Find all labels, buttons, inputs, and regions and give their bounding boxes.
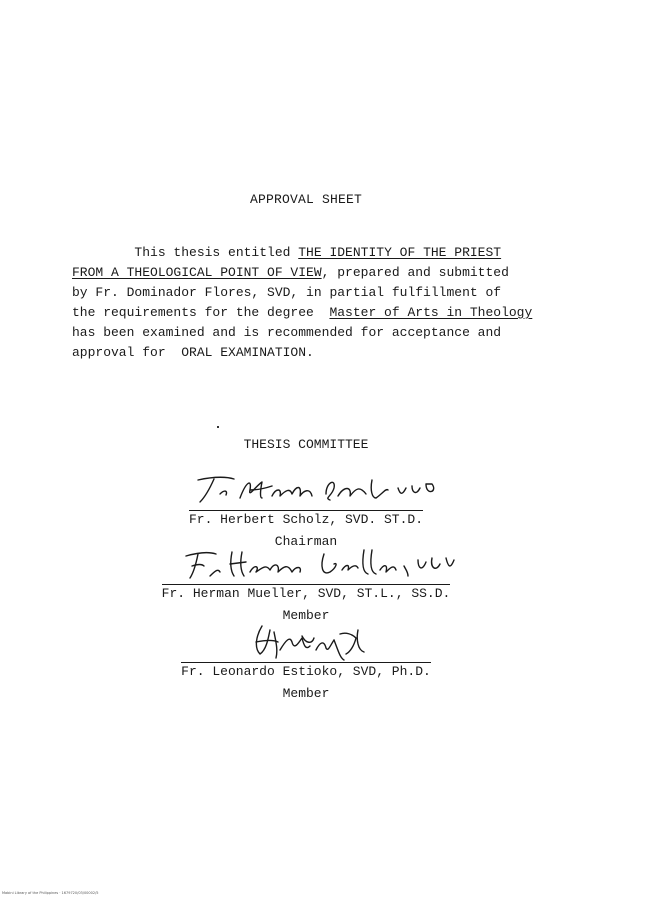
paragraph-line-3: by Fr. Dominador Flores, SVD, in partial fulfillment of bbox=[72, 285, 502, 300]
paragraph-line-1 bbox=[72, 243, 612, 263]
committee-member-mueller bbox=[0, 542, 612, 624]
member-name-mueller: Fr. Herman Mueller, SVD, ST.L., SS.D. bbox=[161, 586, 451, 601]
scan-speck bbox=[217, 426, 219, 428]
line-2-text: , prepared and submitted bbox=[321, 265, 509, 280]
member-role-estioko: Member bbox=[282, 686, 330, 701]
signature-scholz bbox=[176, 468, 436, 508]
member-name-estioko: Fr. Leonardo Estioko, SVD, Ph.D. bbox=[181, 664, 431, 679]
paragraph-line-5: has been examined and is recommended for acceptance and bbox=[72, 325, 502, 340]
line-1-text: This thesis entitled bbox=[72, 245, 299, 260]
approval-paragraph bbox=[72, 243, 612, 363]
library-footer-stamp: Mabini Library of the Philippines · 1679720/03/00002/5 bbox=[2, 891, 99, 895]
signature-estioko bbox=[216, 620, 396, 662]
degree-name: Master of Arts in Theology bbox=[329, 305, 533, 320]
paragraph-line-6: approval for ORAL EXAMINATION. bbox=[72, 345, 314, 360]
member-name-scholz: Fr. Herbert Scholz, SVD. ST.D. bbox=[188, 512, 424, 527]
paragraph-line-4 bbox=[72, 303, 612, 323]
thesis-title-part-2: FROM A THEOLOGICAL POINT OF VIEW bbox=[72, 265, 322, 280]
paragraph-line-2 bbox=[72, 263, 612, 283]
member-role-mueller: Member bbox=[282, 608, 330, 623]
committee-member-chairman bbox=[0, 468, 612, 550]
line-4-text: the requirements for the degree bbox=[72, 305, 330, 320]
committee-member-estioko bbox=[0, 620, 612, 702]
signature-mueller bbox=[156, 542, 456, 584]
thesis-title-part-1: THE IDENTITY OF THE PRIEST bbox=[298, 245, 502, 260]
member-role-chairman: Chairman bbox=[274, 534, 338, 549]
document-title: APPROVAL SHEET bbox=[249, 192, 363, 207]
committee-heading: THESIS COMMITTEE bbox=[243, 437, 369, 452]
